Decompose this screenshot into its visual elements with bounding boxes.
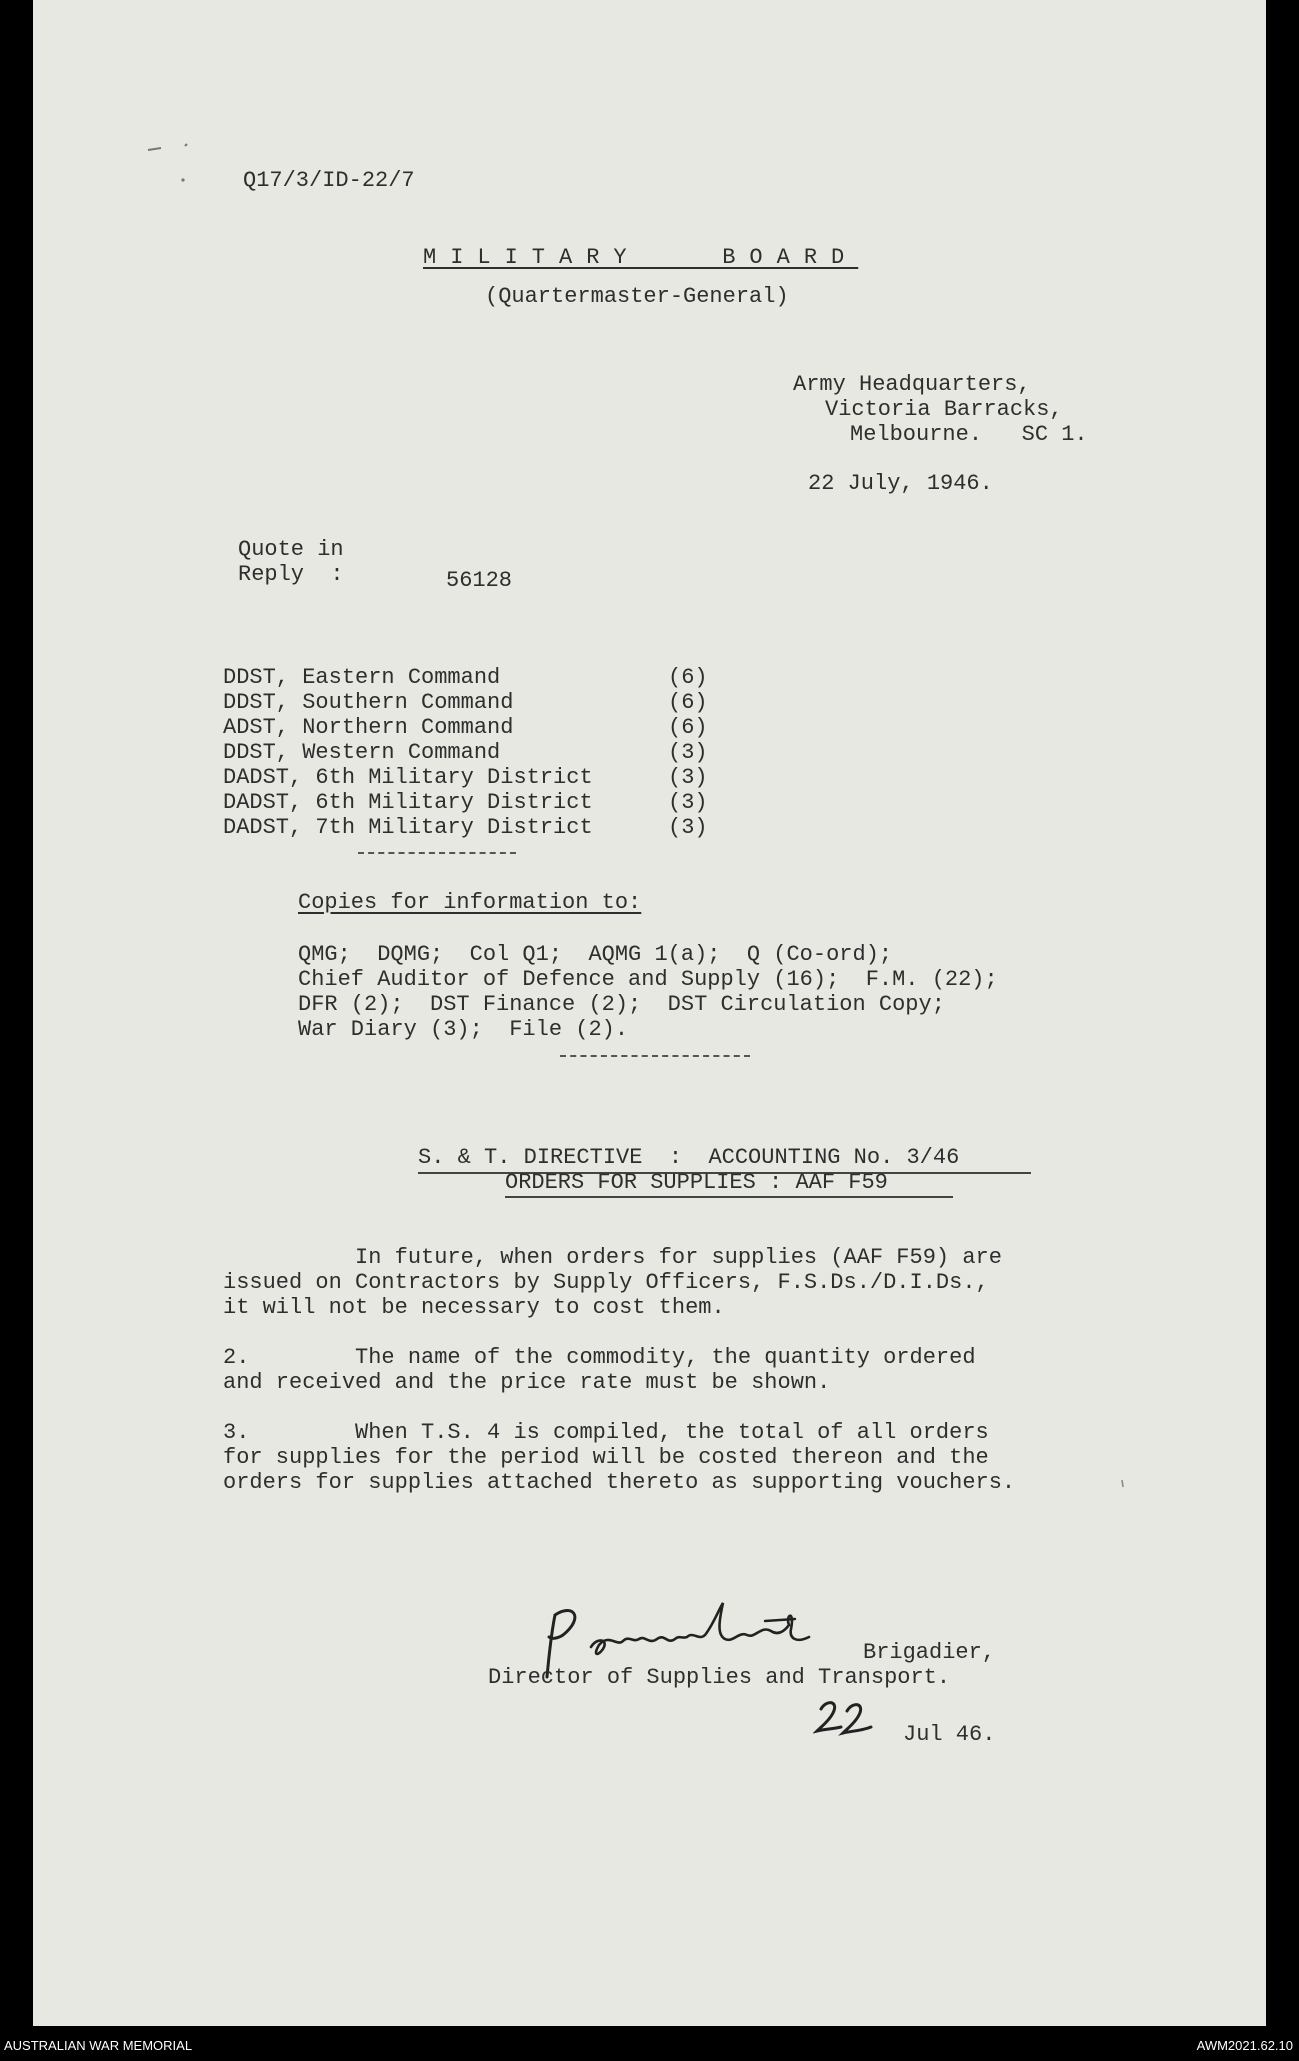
quote-label: Quote in bbox=[238, 537, 344, 562]
distribution-copies: (6) bbox=[668, 690, 708, 715]
distribution-name: DDST, Western Command bbox=[223, 740, 501, 765]
paragraph-line: it will not be necessary to cost them. bbox=[223, 1295, 725, 1320]
distribution-row bbox=[223, 715, 708, 740]
directive-subtitle: ORDERS FOR SUPPLIES : AAF F59 bbox=[505, 1170, 888, 1195]
distribution-name: DADST, 7th Military District bbox=[223, 815, 593, 840]
distribution-copies: (3) bbox=[668, 815, 708, 840]
distribution-name: DADST, 6th Military District bbox=[223, 790, 593, 815]
reply-number: 56128 bbox=[446, 568, 513, 593]
signatory-rank: Brigadier, bbox=[863, 1640, 996, 1665]
distribution-row bbox=[223, 690, 708, 715]
address-line-3: Melbourne. SC 1. bbox=[850, 422, 1088, 447]
document-page bbox=[33, 0, 1266, 2026]
file-reference: Q17/3/ID-22/7 bbox=[243, 168, 415, 193]
copies-line: DFR (2); DST Finance (2); DST Circulation Copy; bbox=[298, 992, 945, 1017]
directive-title: S. & T. DIRECTIVE : ACCOUNTING No. 3/46 bbox=[418, 1145, 960, 1170]
archive-id: AWM2021.62.10 bbox=[1196, 2038, 1293, 2053]
paragraph-line: for supplies for the period will be costed thereon and the bbox=[223, 1445, 989, 1470]
board-title: MILITARY BOARD bbox=[423, 245, 859, 270]
divider bbox=[358, 852, 516, 854]
distribution-name: DADST, 6th Military District bbox=[223, 765, 593, 790]
address-line-2: Victoria Barracks, bbox=[825, 397, 1063, 422]
address-line-1: Army Headquarters, bbox=[793, 372, 1031, 397]
distribution-copies: (3) bbox=[668, 740, 708, 765]
distribution-row bbox=[223, 740, 708, 765]
signatory-title: Director of Supplies and Transport. bbox=[488, 1665, 951, 1690]
distribution-copies: (6) bbox=[668, 715, 708, 740]
handwritten-day bbox=[813, 1695, 883, 1745]
distribution-row bbox=[223, 765, 708, 790]
board-subtitle: (Quartermaster-General) bbox=[485, 284, 789, 309]
letter-date: 22 July, 1946. bbox=[808, 471, 993, 496]
divider bbox=[560, 1055, 750, 1057]
reply-label: Reply : bbox=[238, 562, 344, 587]
distribution-name: ADST, Northern Command bbox=[223, 715, 514, 740]
pencil-mark-icon bbox=[1118, 1478, 1130, 1490]
paragraph-line: 3. When T.S. 4 is compiled, the total of all orders bbox=[223, 1420, 989, 1445]
paragraph-line: issued on Contractors by Supply Officers, F.S.Ds./D.I.Ds., bbox=[223, 1270, 989, 1295]
distribution-copies: (6) bbox=[668, 665, 708, 690]
distribution-row bbox=[223, 815, 708, 840]
signature-date: Jul 46. bbox=[903, 1722, 996, 1747]
distribution-name: DDST, Eastern Command bbox=[223, 665, 501, 690]
copies-line: Chief Auditor of Defence and Supply (16); F.M. (22); bbox=[298, 967, 998, 992]
distribution-copies: (3) bbox=[668, 790, 708, 815]
copies-heading: Copies for information to: bbox=[298, 890, 642, 915]
pencil-mark-icon bbox=[143, 140, 203, 190]
archive-label: AUSTRALIAN WAR MEMORIAL bbox=[4, 2038, 193, 2053]
paragraph-line: In future, when orders for supplies (AAF F59) are bbox=[223, 1245, 1002, 1270]
copies-line: QMG; DQMG; Col Q1; AQMG 1(a); Q (Co-ord); bbox=[298, 942, 893, 967]
distribution-name: DDST, Southern Command bbox=[223, 690, 514, 715]
distribution-copies: (3) bbox=[668, 765, 708, 790]
directive-underline bbox=[505, 1196, 953, 1198]
copies-line: War Diary (3); File (2). bbox=[298, 1017, 629, 1042]
paragraph-line: and received and the price rate must be shown. bbox=[223, 1370, 831, 1395]
paragraph-line: 2. The name of the commodity, the quantity ordered bbox=[223, 1345, 976, 1370]
distribution-row bbox=[223, 665, 708, 690]
distribution-row bbox=[223, 790, 708, 815]
paragraph-line: orders for supplies attached thereto as supporting vouchers. bbox=[223, 1470, 1016, 1495]
